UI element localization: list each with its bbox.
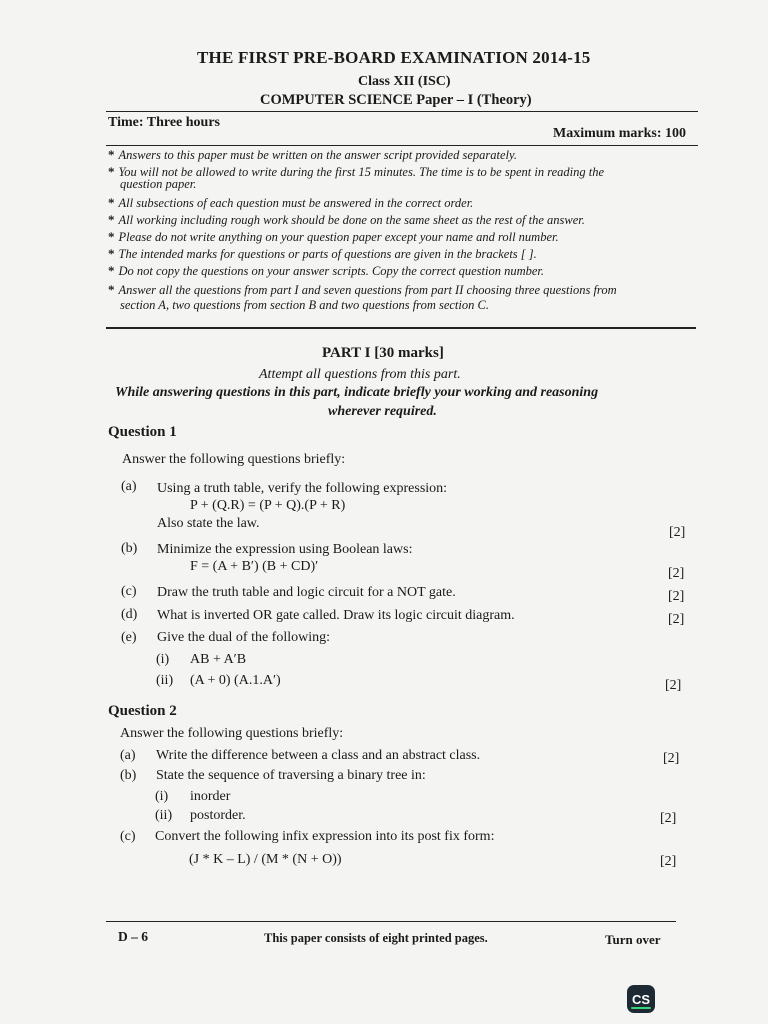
instruction-item: * You will not be allowed to write during the first 15 minutes. The time is to be spent in reading the [108,164,605,179]
part1-while-line1: While answering questions in this part, indicate briefly your working and reasoning [115,385,599,400]
instruction-item: * Answer all the questions from part I and seven questions from part II choosing three questions from [108,282,617,297]
q1b-text: Minimize the expression using Boolean laws: [157,542,413,557]
q2b-i-text: inorder [190,789,231,804]
q1e-i-text: AB + A′B [190,652,247,667]
q2c-marks: [2] [660,854,677,869]
q1e-text: Give the dual of the following: [157,630,331,645]
part1-heading: PART I [30 marks] [322,345,444,361]
camscanner-logo: CS [627,985,655,1013]
footer-code: D – 6 [118,929,148,944]
q1c-label: (c) [121,584,137,599]
question2-intro: Answer the following questions briefly: [120,726,344,741]
q1a-label: (a) [121,479,137,494]
q1b-label: (b) [121,541,138,556]
class-label: Class XII (ISC) [358,74,451,89]
q1e-label: (e) [121,630,137,645]
question2-title: Question 2 [108,703,177,719]
q2c-label: (c) [120,829,136,844]
q1b-expression: F = (A + B′) (B + CD)′ [190,559,319,574]
q1e-ii-text: (A + 0) (A.1.A′) [190,673,281,688]
q1b-marks: [2] [668,566,685,581]
instruction-item-continued: section A, two questions from section B and two questions from section C. [120,298,489,312]
header-rule-top [106,111,698,112]
q2c-expression: (J * K – L) / (M * (N + O)) [189,852,342,867]
q1a-expression: P + (Q.R) = (P + Q).(P + R) [190,498,346,513]
q1d-text: What is inverted OR gate called. Draw its logic circuit diagram. [157,608,515,623]
instruction-item: * Answers to this paper must be written on the answer script provided separately. [108,147,517,162]
instruction-item-continued: question paper. [120,177,197,191]
subject-label: COMPUTER SCIENCE Paper – I (Theory) [260,92,532,108]
q1e-marks: [2] [665,678,682,693]
q2b-label: (b) [120,768,137,783]
q2b-marks: [2] [660,811,677,826]
q2b-ii-text: postorder. [190,808,246,823]
footer-turn-over: Turn over [605,932,661,947]
q1c-text: Draw the truth table and logic circuit for a NOT gate. [157,585,456,600]
instruction-item: * The intended marks for questions or parts of questions are given in the brackets [ ]. [108,246,537,261]
q1a-marks: [2] [669,525,686,540]
q1a-text: Using a truth table, verify the following expression: [157,481,448,496]
q1e-i-label: (i) [156,652,170,667]
q1d-label: (d) [121,607,138,622]
q2c-text: Convert the following infix expression into its post fix form: [155,829,495,844]
exam-title: THE FIRST PRE-BOARD EXAMINATION 2014-15 [197,48,591,67]
instruction-item: * All working including rough work should be done on the same sheet as the rest of the answer. [108,212,585,227]
instruction-item: * Do not copy the questions on your answer scripts. Copy the correct question number. [108,263,545,278]
q2a-marks: [2] [663,751,680,766]
part1-attempt: Attempt all questions from this part. [259,367,461,382]
instruction-item: * Please do not write anything on your question paper except your name and roll number. [108,229,559,244]
part1-while-line2: wherever required. [328,404,437,419]
q2a-text: Write the difference between a class and an abstract class. [156,748,481,763]
footer-pages: This paper consists of eight printed pages. [264,931,488,945]
instruction-item: * All subsections of each question must be answered in the correct order. [108,195,474,210]
q2a-label: (a) [120,748,136,763]
q1e-ii-label: (ii) [156,673,174,688]
q1d-marks: [2] [668,612,685,627]
question1-title: Question 1 [108,424,177,440]
q1c-marks: [2] [668,589,685,604]
q2b-i-label: (i) [155,789,169,804]
footer-rule [106,921,676,922]
q2b-ii-label: (ii) [155,808,173,823]
time-label: Time: Three hours [108,115,221,130]
question1-intro: Answer the following questions briefly: [122,452,346,467]
instructions-rule [106,327,696,329]
q1a-law: Also state the law. [157,516,260,531]
max-marks-label: Maximum marks: 100 [553,126,686,141]
q2b-text: State the sequence of traversing a binary tree in: [156,768,426,783]
